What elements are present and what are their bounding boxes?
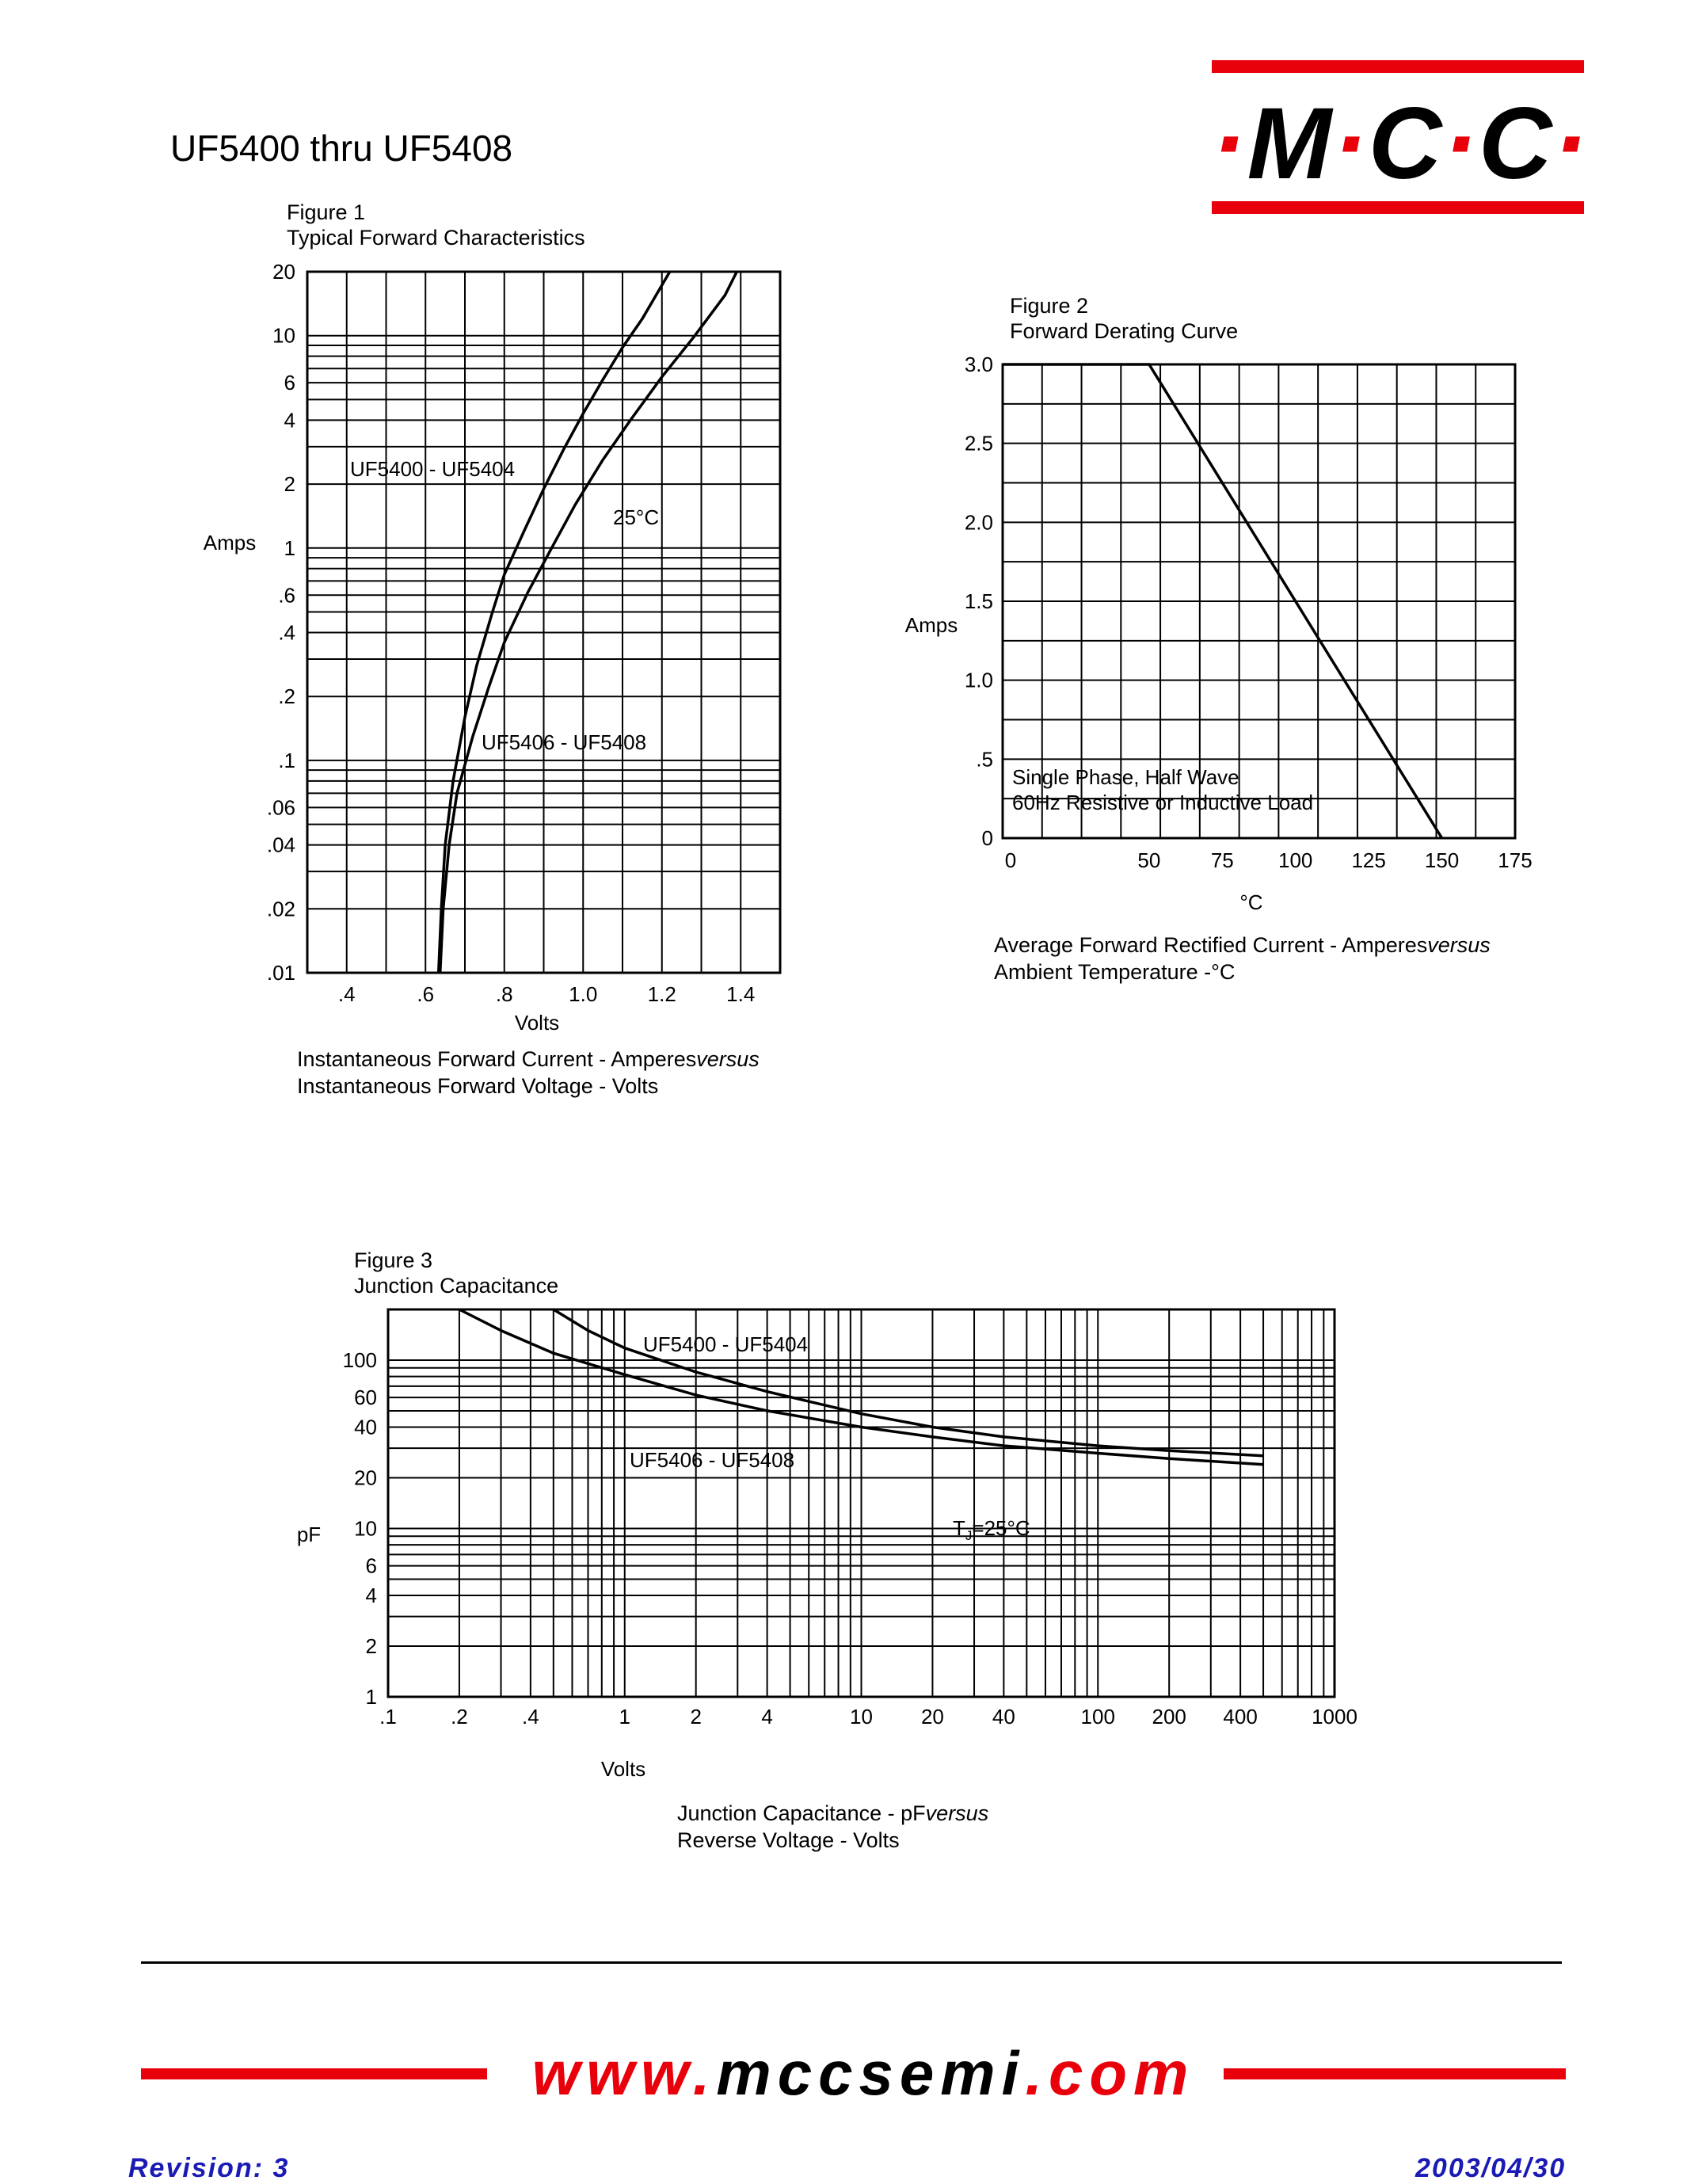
fig1-x-tick-label: .8 [495,982,513,1006]
website-url[interactable] [515,2037,1212,2110]
fig1-annotation-uf5400: UF5400 - UF5404 [350,457,516,481]
fig3-x-tick-label: 10 [850,1705,873,1729]
fig3-y-tick-label: 1 [365,1685,377,1709]
logo-dot: · [1333,87,1369,200]
fig1-y-tick-label: 1 [284,536,295,560]
fig3-y-tick-label: 6 [365,1553,377,1578]
fig2-x-tick-label: 150 [1424,848,1460,872]
fig3-y-tick-label: 40 [354,1415,377,1439]
url-prefix: www. [531,2038,717,2108]
fig1-y-tick-label: .2 [278,684,295,709]
fig3-x-tick-label: 400 [1223,1705,1258,1729]
fig1-y-tick-label: .6 [278,583,295,608]
fig3-annotation-uf5400: UF5400 - UF5404 [643,1332,809,1356]
fig3-y-tick-label: 10 [354,1516,377,1541]
fig1-y-tick-label: .06 [266,795,295,820]
fig1-y-tick-label: 20 [272,260,295,284]
logo-dot: · [1443,87,1479,200]
fig1-x-tick-label: 1.4 [726,982,756,1006]
fig2-caption [994,932,1491,985]
fig1-series-line [440,272,737,973]
fig3-x-tick-label: .1 [379,1705,397,1729]
revision-label: Revision: 3 [128,2153,290,2183]
fig2-x-tick-label: 175 [1498,848,1533,872]
footer-bar-left [141,2068,487,2079]
fig3-x-axis-label: Volts [600,1757,646,1781]
footer-rule [141,1961,1562,1964]
fig3-x-tick-label: 20 [920,1705,944,1729]
fig2-annotation-phase: Single Phase, Half Wave [1012,765,1239,789]
fig3-caption-versus: versus [925,1801,989,1825]
fig2-annotation-load: 60Hz Resistive or Inductive Load [1012,791,1314,814]
fig3-heading [354,1248,558,1298]
fig3-annotation-uf5406: UF5406 - UF5408 [630,1448,795,1472]
fig3-y-tick-label: 4 [365,1584,377,1608]
fig3-y-tick-label: 2 [365,1634,377,1659]
fig2-title: Forward Derating Curve [1010,319,1239,343]
fig2-caption-line2: Ambient Temperature -°C [994,960,1236,984]
fig1-x-tick-label: .6 [417,982,435,1006]
fig3-x-tick-label: 200 [1152,1705,1186,1729]
fig1-y-tick-label: .4 [278,620,295,645]
logo-letter: C [1478,87,1554,200]
fig1-x-tick-label: .4 [337,982,356,1006]
url-domain: mccsemi [716,2038,1026,2108]
fig1-label: Figure 1 [287,200,366,224]
fig2-y-tick-label: 2.0 [964,510,993,535]
fig1-annotation-uf5406: UF5406 - UF5408 [482,730,647,754]
fig3-y-tick-label: 60 [354,1385,377,1410]
fig1-x-axis-label: Volts [514,1011,560,1035]
fig3-annotation-temp: $T_J=25^\circ C$ [953,1516,1030,1543]
fig1-caption-line1: Instantaneous Forward Current - Amperes [297,1047,697,1071]
fig1-y-axis-label: Amps [203,531,257,555]
fig2-y-axis-label: Amps [904,613,958,637]
fig3-caption [677,1800,988,1854]
fig1-y-tick-label: 4 [284,408,295,433]
fig2-y-tick-label: 0 [981,826,993,850]
fig1-title: Typical Forward Characteristics [287,226,585,250]
fig3-caption-line2: Reverse Voltage - Volts [677,1828,900,1852]
fig3-x-tick-label: .4 [522,1705,539,1729]
fig1-y-tick-label: 2 [284,472,295,497]
fig2-label: Figure 2 [1010,294,1089,318]
fig2-x-tick-label: 50 [1137,848,1161,872]
revision-date: 2003/04/30 [1415,2153,1567,2183]
fig3-x-tick-label: .2 [451,1705,468,1729]
fig3-label: Figure 3 [354,1248,433,1272]
fig2-caption-line1: Average Forward Rectified Current - Amperes [994,933,1428,957]
fig1-caption-versus: versus [696,1047,760,1071]
fig1-x-tick-label: 1.0 [569,982,598,1006]
fig3-y-tick-label: 100 [342,1347,377,1372]
fig2-y-tick-label: .5 [976,747,993,772]
fig1-y-tick-label: 6 [284,371,295,395]
document-title: UF5400 thru UF5408 [170,128,513,169]
fig1-annotation-temp: 25°C [613,505,660,529]
fig1-series-line [439,272,670,973]
fig2-y-tick-label: 3.0 [964,353,993,376]
logo-letter: C [1368,87,1444,200]
fig2-x-tick-label: 0 [1004,848,1017,872]
fig3-title: Junction Capacitance [354,1274,559,1298]
fig3-x-tick-label: 2 [690,1705,702,1729]
fig3-x-tick-label: 100 [1080,1705,1115,1729]
fig1-y-tick-label: .01 [266,961,295,985]
fig1-caption [297,1046,760,1100]
fig2-heading [1010,293,1238,344]
fig2-x-tick-label: 75 [1210,848,1234,872]
fig1-y-tick-label: .04 [266,833,295,857]
logo-dot: · [1553,87,1589,200]
fig1-y-tick-label: .02 [266,897,295,921]
fig3-x-tick-label: 1000 [1312,1705,1357,1729]
fig1-y-tick-label: 10 [272,323,295,348]
fig2-y-tick-label: 2.5 [964,431,993,455]
logo-dot: · [1212,87,1247,200]
fig2-x-tick-label: 100 [1278,848,1313,872]
fig3-y-axis-label: pF [296,1523,322,1546]
url-suffix: .com [1025,2038,1195,2108]
footer-bar-right [1224,2068,1566,2079]
fig2-y-tick-label: 1.5 [964,589,993,613]
fig2-x-tick-label: 125 [1351,848,1386,872]
fig1-y-tick-label: .1 [278,748,295,772]
fig1-caption-line2: Instantaneous Forward Voltage - Volts [297,1074,659,1098]
fig2-y-tick-label: 1.0 [964,668,993,692]
fig2-x-axis-label: °C [1239,890,1263,914]
fig3-x-tick-label: 40 [992,1705,1015,1729]
fig2-caption-versus: versus [1427,933,1491,957]
fig3-x-tick-label: 1 [619,1705,630,1729]
fig3-y-tick-label: 20 [354,1466,377,1490]
fig1-x-tick-label: 1.2 [647,982,676,1006]
logo-letter: M [1247,87,1334,200]
fig3-x-tick-label: 4 [761,1705,773,1729]
fig3-caption-line1: Junction Capacitance - pF [677,1801,926,1825]
